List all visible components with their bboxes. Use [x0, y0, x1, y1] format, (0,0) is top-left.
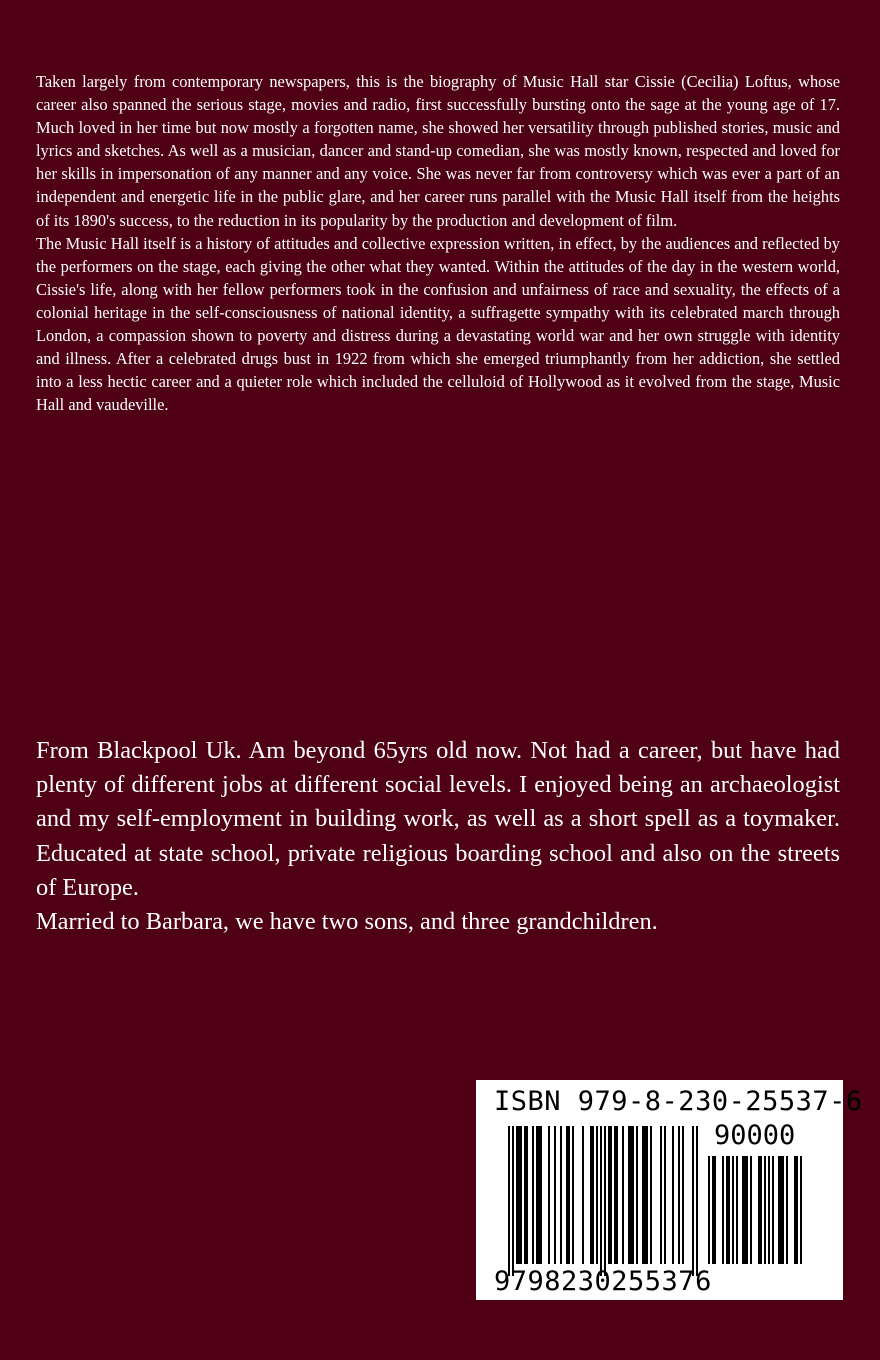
blurb-paragraph: The Music Hall itself is a history of attitudes and collective expression written, in effect, by the audiences and reflected by the performers on the stage, each giving the other what they wanted. Within the attitudes of the day in the western world, Cissie's life, along with her fellow performers took in the confusion and unfairness of race and sexuality, the effects of a colonial heritage in the self-consciousness of national identity, a suffragette sympathy with its celebrated march through London, a compassion shown to poverty and distress during a devastating world war and her own struggle with identity and illness. After a celebrated drugs bust in 1922 from which she emerged triumphantly from her addiction, she settled into a less hectic career and a quieter role which included the celluloid of Hollywood as it evolved from the stage, Music Hall and vaudeville.	[36, 233, 840, 415]
price-code: 90000	[714, 1120, 796, 1151]
barcode-bar	[650, 1126, 652, 1264]
barcode-bar	[742, 1156, 748, 1264]
barcode-bar	[608, 1126, 612, 1264]
barcode-bar	[642, 1126, 648, 1264]
barcode-bar	[672, 1126, 674, 1264]
blurb-text	[36, 70, 840, 416]
barcode-bar	[800, 1156, 802, 1264]
barcode-bar	[582, 1126, 584, 1264]
barcode-bar	[664, 1126, 666, 1264]
barcode-bar	[712, 1156, 716, 1264]
barcode-bar	[628, 1126, 634, 1264]
barcode-bar	[726, 1156, 730, 1264]
barcode-bar	[622, 1126, 624, 1264]
barcode-bar	[778, 1156, 784, 1264]
barcode-bar	[548, 1126, 550, 1264]
author-bio	[36, 734, 840, 939]
barcode-bar	[682, 1126, 684, 1264]
barcode-bar	[516, 1126, 522, 1264]
barcode-bar	[596, 1126, 598, 1264]
barcode-bar	[772, 1156, 774, 1264]
barcode-bar	[508, 1126, 510, 1276]
barcode-bar	[732, 1156, 734, 1264]
barcode-bar	[590, 1126, 594, 1264]
barcode-bar	[554, 1126, 556, 1264]
barcode-bar	[764, 1156, 766, 1264]
barcode-digits: 9798230255376	[494, 1266, 712, 1297]
barcode-bar	[614, 1126, 618, 1264]
barcode-bar	[678, 1126, 680, 1264]
barcode-bar	[532, 1126, 534, 1264]
barcode-bar	[572, 1126, 574, 1264]
isbn-barcode	[476, 1080, 863, 1300]
barcode-bar	[786, 1156, 788, 1264]
barcode-bar	[512, 1126, 514, 1276]
blurb-paragraph: Taken largely from contemporary newspapers, this is the biography of Music Hall star Cissie (Cecilia) Loftus, whose career also spanned the serious stage, movies and radio, first successfully bursting onto the sage at the young age of 17. Much loved in her time but now mostly a forgotten name, she showed her versatility through published stories, music and lyrics and sketches. As well as a musician, dancer and stand-up comedian, she was mostly known, respected and loved for her skills in impersonation of any manner and any voice. She was never far from controversy which was ever a part of an independent and energetic life in the public glare, and her career runs parallel with the Music Hall itself from the heights of its 1890's success, to the reduction in its popularity by the production and development of film.	[36, 72, 840, 230]
barcode-bar	[794, 1156, 798, 1264]
barcode-bar	[536, 1126, 542, 1264]
barcode-bar	[768, 1156, 770, 1264]
barcode-bar	[560, 1126, 562, 1264]
barcode-bar	[696, 1126, 698, 1276]
barcode-bar	[600, 1126, 602, 1276]
isbn-label: ISBN 979-8-230-25537-6	[494, 1086, 863, 1117]
author-bio-paragraph: Married to Barbara, we have two sons, and three grandchildren.	[36, 908, 658, 936]
barcode-bar	[692, 1126, 694, 1276]
barcode-bar	[636, 1126, 638, 1264]
barcode-bar	[750, 1156, 752, 1264]
barcode-bar	[736, 1156, 738, 1264]
author-bio-paragraph: From Blackpool Uk. Am beyond 65yrs old now. Not had a career, but have had plenty of different jobs at different social levels. I enjoyed being an archaeologist and my self-employment in building work, as well as a short spell as a toymaker. Educated at state school, private religious boarding school and also on the streets of Europe.	[36, 737, 840, 901]
barcode-bar	[524, 1126, 528, 1264]
barcode-bar	[708, 1156, 710, 1264]
barcode-bar	[566, 1126, 570, 1264]
barcode-bar	[722, 1156, 724, 1264]
barcode-bar	[660, 1126, 662, 1264]
barcode-bar	[604, 1126, 606, 1276]
barcode-bar	[758, 1156, 762, 1264]
